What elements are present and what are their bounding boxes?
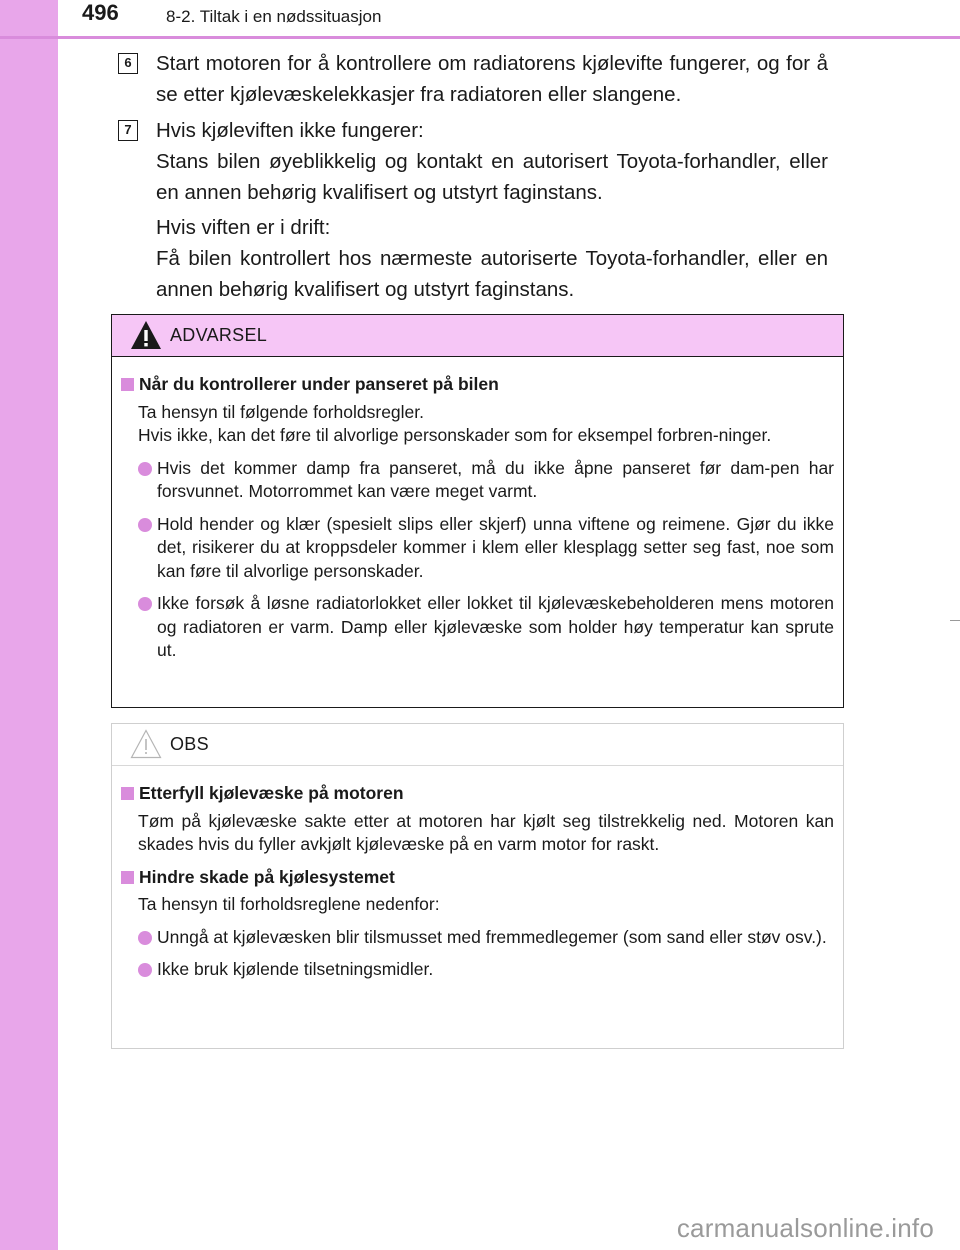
notice-title: OBS xyxy=(170,734,209,754)
warning-header xyxy=(112,315,843,357)
step-paragraph: Få bilen kontrollert hos nærmeste autoriserte Toyota-forhandler, eller en annen behørig kvalifisert og utstyrt faginstans. xyxy=(156,247,828,301)
header-rule xyxy=(0,36,960,39)
warning-intro: Ta hensyn til følgende forholdsregler. xyxy=(138,401,424,422)
notice-bullet: Ikke bruk kjølende tilsetningsmidler. xyxy=(121,958,834,982)
page-header xyxy=(0,0,960,36)
caution-triangle-icon xyxy=(130,728,162,760)
step-number: 6 xyxy=(118,53,138,74)
notice-subhead: Etterfyll kjølevæske på motoren xyxy=(121,782,834,806)
step-paragraph: Stans bilen øyeblikkelig og kontakt en autorisert Toyota-forhandler, eller en annen behørig kvalifisert og utstyrt faginstans. xyxy=(156,150,828,204)
header-sidebar xyxy=(0,0,58,36)
square-bullet-icon xyxy=(121,378,134,391)
round-bullet-icon xyxy=(138,931,152,945)
warning-bullet: Ikke forsøk å løsne radiatorlokket eller lokket til kjølevæskebeholderen mens motoren og radiatoren er varm. Damp eller kjølevæske som holder høy temperatur kan sprute ut. xyxy=(121,592,834,663)
square-bullet-icon xyxy=(121,871,134,884)
step-paragraph: Hvis viften er i drift: xyxy=(156,216,331,239)
notice-paragraph: Ta hensyn til forholdsreglene nedenfor: xyxy=(138,894,440,914)
step-body xyxy=(156,115,828,309)
warning-bullet: Hold hender og klær (spesielt slips eller skjerf) unna viftene og reimene. Gjør du ikke det, risikerer du at kroppsdeler kommer i klem eller klesplagg setter seg fast, noe som kan føre til alvorlige personskader. xyxy=(121,513,834,584)
notice-subhead: Hindre skade på kjølesystemet xyxy=(121,866,834,890)
notice-box xyxy=(111,723,844,1049)
watermark: carmanualsonline.info xyxy=(676,1213,934,1243)
round-bullet-icon xyxy=(138,597,152,611)
round-bullet-icon xyxy=(138,518,152,532)
edge-mark xyxy=(950,620,960,621)
step-paragraph: Start motoren for å kontrollere om radiatorens kjølevifte fungerer, og for å se etter kjølevæskelekkasjer fra radiatoren eller slangene. xyxy=(156,52,828,106)
warning-content xyxy=(112,357,843,663)
step-paragraph: Hvis kjøleviften ikke fungerer: xyxy=(156,119,424,142)
notice-header xyxy=(112,724,843,766)
round-bullet-icon xyxy=(138,462,152,476)
warning-subhead: Når du kontrollerer under panseret på bilen xyxy=(121,373,834,397)
step-number: 7 xyxy=(118,120,138,141)
warning-intro: Hvis ikke, kan det føre til alvorlige personskader som for eksempel forbren-ninger. xyxy=(138,425,772,445)
square-bullet-icon xyxy=(121,787,134,800)
warning-triangle-icon xyxy=(130,319,162,351)
notice-bullet: Unngå at kjølevæsken blir tilsmusset med fremmedlegemer (som sand eller støv osv.). xyxy=(121,926,834,950)
notice-paragraph: Tøm på kjølevæske sakte etter at motoren har kjølt seg tilstrekkelig ned. Motoren kan skades hvis du fyller avkjølt kjølevæske på en varm motor for raskt. xyxy=(138,810,834,854)
step-body xyxy=(156,48,828,114)
round-bullet-icon xyxy=(138,963,152,977)
page-sidebar xyxy=(0,0,58,1250)
section-title: 8-2. Tiltak i en nødssituasjon xyxy=(166,7,382,26)
warning-title: ADVARSEL xyxy=(170,325,268,345)
page-number: 496 xyxy=(82,0,119,25)
warning-box xyxy=(111,314,844,708)
warning-bullet: Hvis det kommer damp fra panseret, må du ikke åpne panseret før dam-pen har forsvunnet. Motorrommet kan være meget varmt. xyxy=(121,457,834,504)
notice-content xyxy=(112,766,843,982)
